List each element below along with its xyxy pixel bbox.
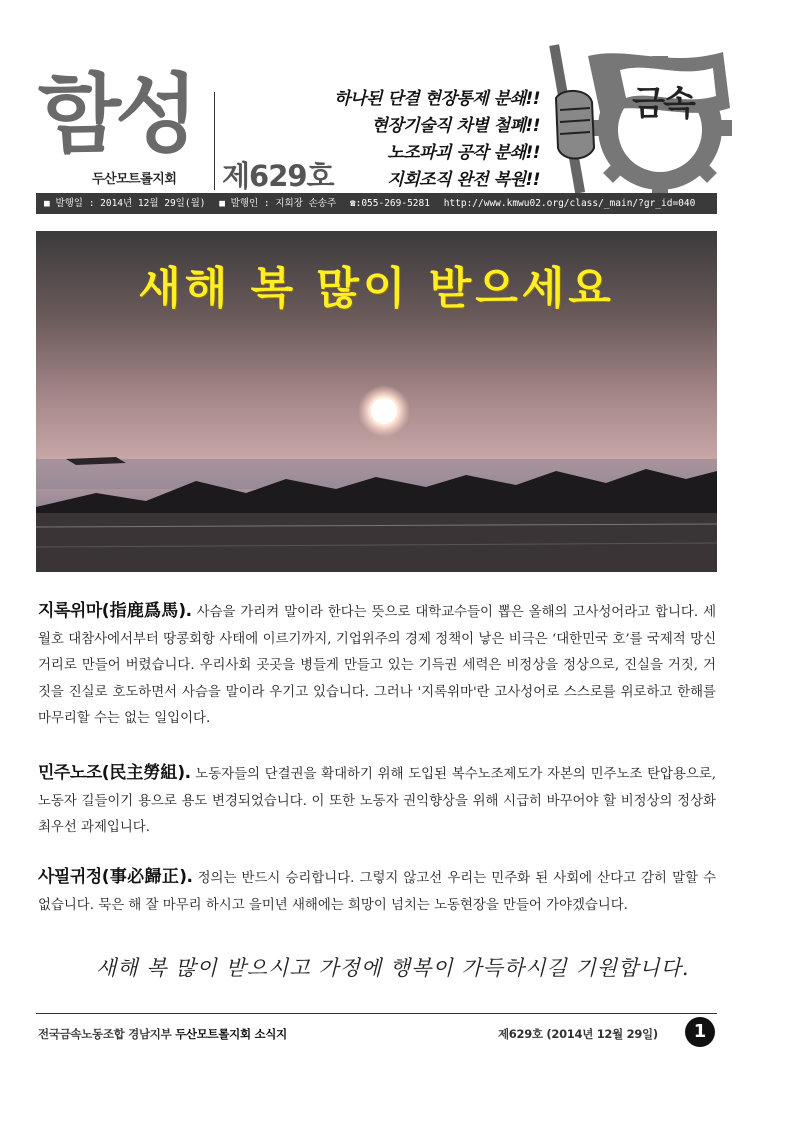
slogans [300,86,540,194]
union-logo [548,38,758,198]
website-url: http://www.kmwu02.org/class/_main/?gr_id=040 [443,198,696,209]
footer-issue: 제629호 (2014년 12월 29일) [498,1027,658,1041]
paragraph-heading: 민주노조(民主勞組). [38,763,191,783]
paragraph-text: 노동자들의 단결권을 확대하기 위해 도입된 복수노조제도가 자본의 민주노조 탄압용으로, 노동자 길들이기 용으로 용도 변경되었습니다. 이 또한 노동자 권익향상을 위해 시급히 바꾸어야 할 비정상의 정상화 최우선 과제입니다. [38,767,717,835]
newsletter-subtitle: 두산모트롤지회 [92,172,177,187]
slogan-line: 지회조직 완전 복원!! [387,170,540,190]
phone-number: ☎:055-269-5281 [349,198,430,209]
slogan-line: 노조파괴 공작 분쇄!! [387,143,540,163]
sunset-photo [36,231,717,572]
publisher: ■ 발행인 : 지회장 손송주 [219,198,337,209]
slogan-line: 하나된 단결 현장통제 분쇄!! [334,89,540,109]
footer-publisher [38,1026,287,1042]
slogan-line: 현장기술직 차별 철폐!! [371,116,540,136]
paragraph-heading: 지록위마(指鹿爲馬). [38,601,192,621]
issue-number: 제629호 [222,159,334,193]
newsletter-title: 함성 [38,65,193,165]
page-number: 1 [685,1017,715,1047]
paragraph-1 [38,598,716,733]
logo-text: 금속 [632,84,694,124]
paragraph-text: 정의는 반드시 승리합니다. 그렇지 않고선 우리는 민주화 된 사회에 산다고 감히 말할 수 없습니다. 묵은 해 잘 마무리 하시고 을미년 새해에는 희망이 넘치는 노동현장을 만들어 가야겠습니다. [38,871,717,913]
publish-date: ■ 발행일 : 2014년 12월 29일(월) [44,198,206,209]
closing-message: 새해 복 많이 받으시고 가정에 행복이 가득하시길 기원합니다. [96,956,690,980]
paragraph-2 [38,760,716,842]
footer-newsletter: 두산모트롤지회 소식지 [175,1027,287,1041]
paragraph-3 [38,864,716,919]
paragraph-text: 사슴을 가리켜 말이라 한다는 뜻으로 대학교수들이 뽑은 올해의 고사성어라고 합니다. 세월호 대참사에서부터 땅콩회항 사태에 이르기까지, 기업위주의 경제 정책이 낳은 비극은 ‘대한민국 호’를 국제적 망신거리로 만들어 버렸습니다. 우리사회 곳곳을 병들게 만들고 있는 기득권 세력은 비정상을 정상으로, 진실을 거짓, 거짓을 진실로 호도하면서 사슴을 말이라 우기고 있습니다. 그러나 '지록위마'란 고사성어로 스스로를 위로하고 한해를 마무리할 수는 없는 일입이다. [38,605,717,726]
info-bar [36,193,717,214]
title-divider [214,92,215,190]
new-year-banner: 새해 복 많이 받으세요 [138,263,615,314]
footer-divider [36,1013,717,1014]
footer-org: 전국금속노동조합 경남지부 [38,1027,176,1041]
paragraph-heading: 사필귀정(事必歸正). [38,867,193,887]
